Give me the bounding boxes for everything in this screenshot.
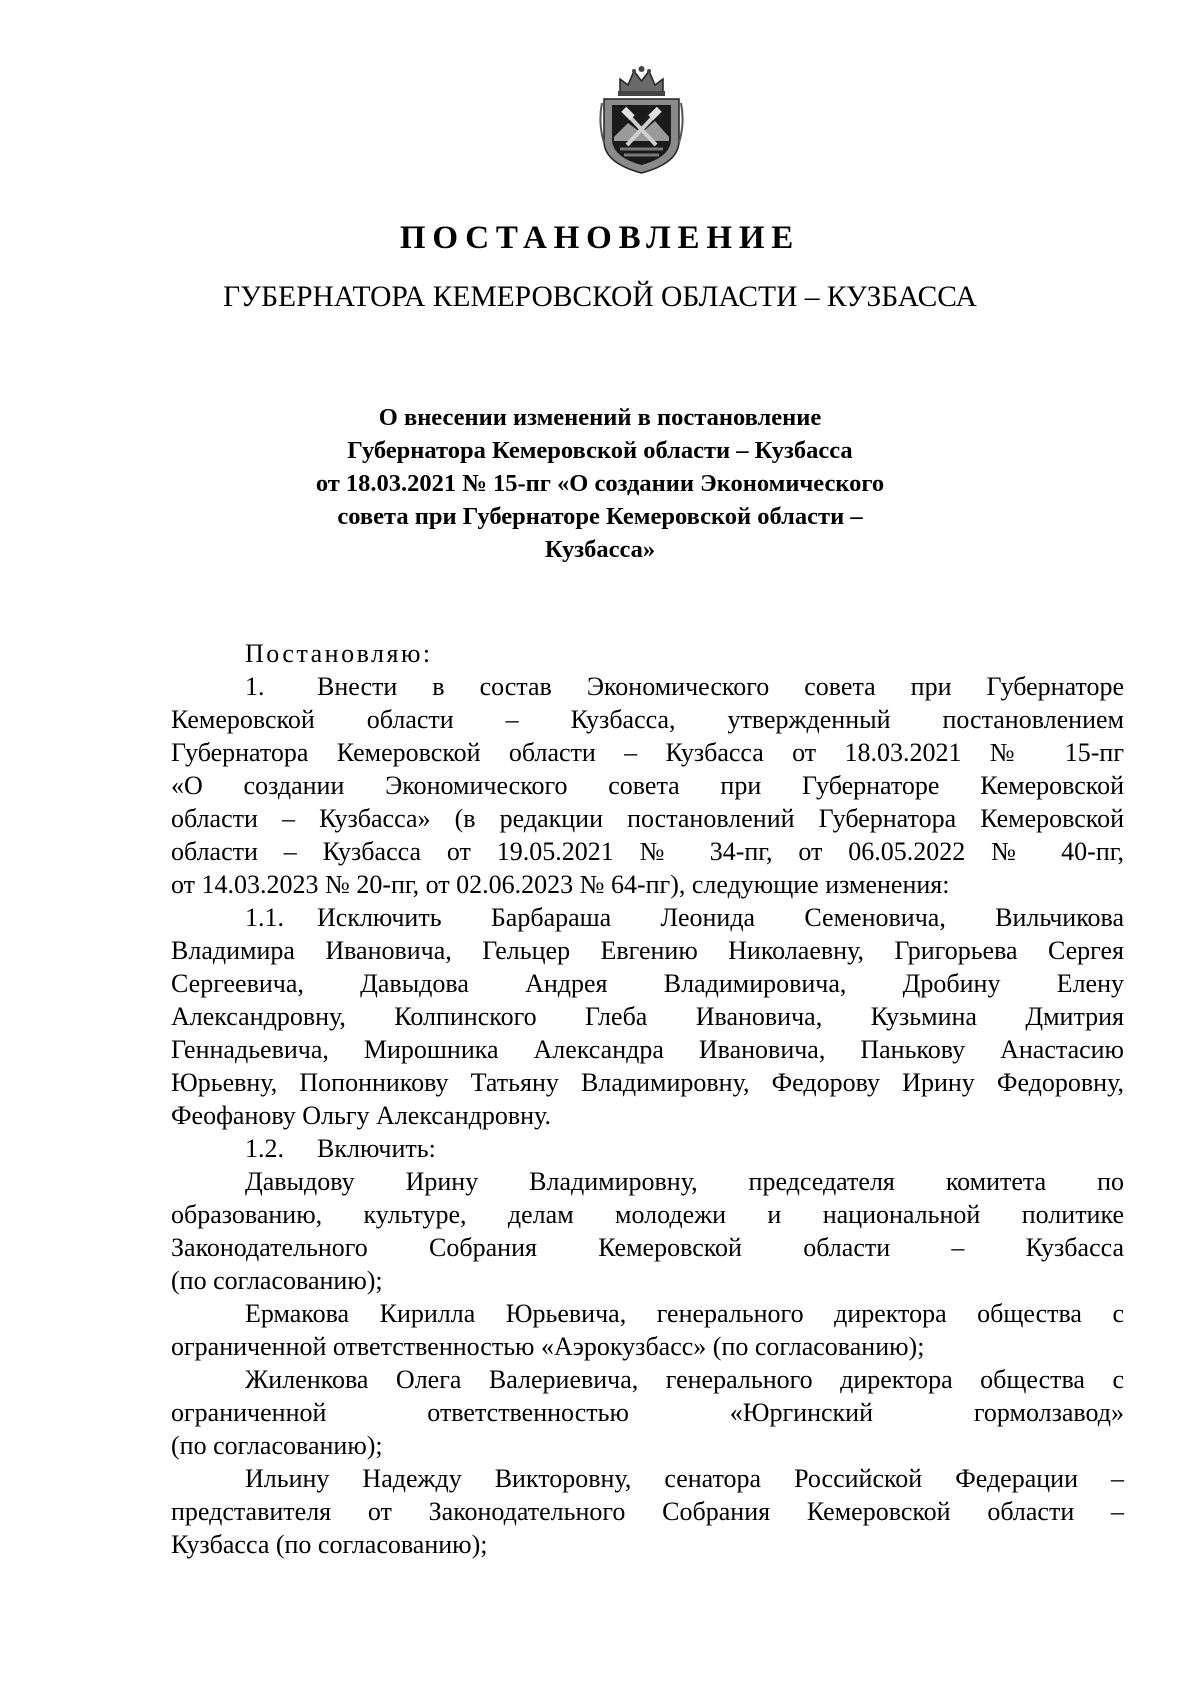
paragraph-line: Ермакова Кирилла Юрьевича, генерального директора общества с [245, 1299, 1124, 1328]
paragraph-line: образованию, культуре, делам молодежи и национальной политике [171, 1200, 1124, 1229]
paragraph-line: Жиленкова Олега Валериевича, генерального директора общества с [245, 1365, 1124, 1394]
paragraph-line: (по согласованию); [171, 1431, 383, 1460]
paragraph-line: Александровну, Колпинского Глеба Ивановича, Кузьмина Дмитрия [171, 1002, 1124, 1031]
decree-statement: Постановляю: [245, 639, 433, 668]
paragraph-line: Кемеровской области – Кузбасса, утвержденный постановлением [171, 705, 1124, 734]
heading-line: Кузбасса» [544, 536, 656, 563]
paragraph-line: Феофанову Ольгу Александровну. [171, 1101, 551, 1130]
document-subtitle: ГУБЕРНАТОРА КЕМЕРОВСКОЙ ОБЛАСТИ – КУЗБАССА [223, 281, 977, 313]
paragraph-line: Ильину Надежду Викторовну, сенатора Российской Федерации – [245, 1464, 1124, 1493]
item-number: 1. [245, 672, 265, 701]
paragraph-line: от 14.03.2023 № 20-пг, от 02.06.2023 № 64-пг), следующие изменения: [171, 870, 950, 899]
heading-line: О внесении изменений в постановление [378, 404, 822, 431]
heading-line: совета при Губернаторе Кемеровской области – [337, 503, 863, 530]
item-1 [171, 670, 1124, 901]
paragraph-line: представителя от Законодательного Собрания Кемеровской области – [171, 1497, 1124, 1526]
decree-heading [0, 401, 1200, 566]
paragraph-line: Сергеевича, Давыдова Андрея Владимировича, Дробину Елену [171, 969, 1124, 998]
paragraph-line: 1. Внести в состав Экономического совета при Губернаторе [245, 672, 1124, 701]
coat-of-arms-icon [598, 63, 685, 175]
paragraph-line: Владимира Ивановича, Гельцер Евгению Николаевну, Григорьева Сергея [171, 936, 1124, 965]
paragraph-line: ограниченной ответственностью «Аэрокузбасс» (по согласованию); [171, 1332, 925, 1361]
document-body [171, 637, 1124, 1561]
member-entry [171, 1165, 1124, 1297]
item-1-2 [171, 1132, 1124, 1165]
paragraph-line: области – Кузбасса» (в редакции постановлений Губернатора Кемеровской [171, 804, 1124, 833]
heading-line: Губернатора Кемеровской области – Кузбасса [347, 437, 853, 464]
paragraph-line: Законодательного Собрания Кемеровской области – Кузбасса [171, 1233, 1124, 1262]
item-1-1 [171, 901, 1124, 1132]
item-number: 1.2. [245, 1134, 284, 1163]
heading-line: от 18.03.2021 № 15-пг «О создании Экономического [315, 470, 885, 497]
document-title: ПОСТАНОВЛЕНИЕ [399, 220, 801, 256]
paragraph-line: 1.2. Включить: [245, 1134, 436, 1163]
paragraph-line: Юрьевну, Попонникову Татьяну Владимировну, Федорову Ирину Федоровну, [171, 1068, 1124, 1097]
item-number: 1.1. [245, 903, 284, 932]
member-entry [171, 1363, 1124, 1462]
paragraph-line: «О создании Экономического совета при Губернаторе Кемеровской [171, 771, 1124, 800]
paragraph-line: ограниченной ответственностью «Юргинский гормолзавод» [171, 1398, 1124, 1427]
paragraph-line: Кузбасса (по согласованию); [171, 1530, 488, 1559]
member-entry [171, 1297, 1124, 1363]
paragraph-line: (по согласованию); [171, 1266, 383, 1295]
member-entry [171, 1462, 1124, 1561]
paragraph-line: Губернатора Кемеровской области – Кузбасса от 18.03.2021 № 15-пг [171, 738, 1124, 767]
paragraph-line: Давыдову Ирину Владимировну, председателя комитета по [245, 1167, 1124, 1196]
paragraph-line: Геннадьевича, Мирошника Александра Ивановича, Панькову Анастасию [171, 1035, 1124, 1064]
paragraph-line: 1.1. Исключить Барбараша Леонида Семеновича, Вильчикова [245, 903, 1124, 932]
paragraph-line: области – Кузбасса от 19.05.2021 № 34-пг, от 06.05.2022 № 40-пг, [171, 837, 1124, 866]
